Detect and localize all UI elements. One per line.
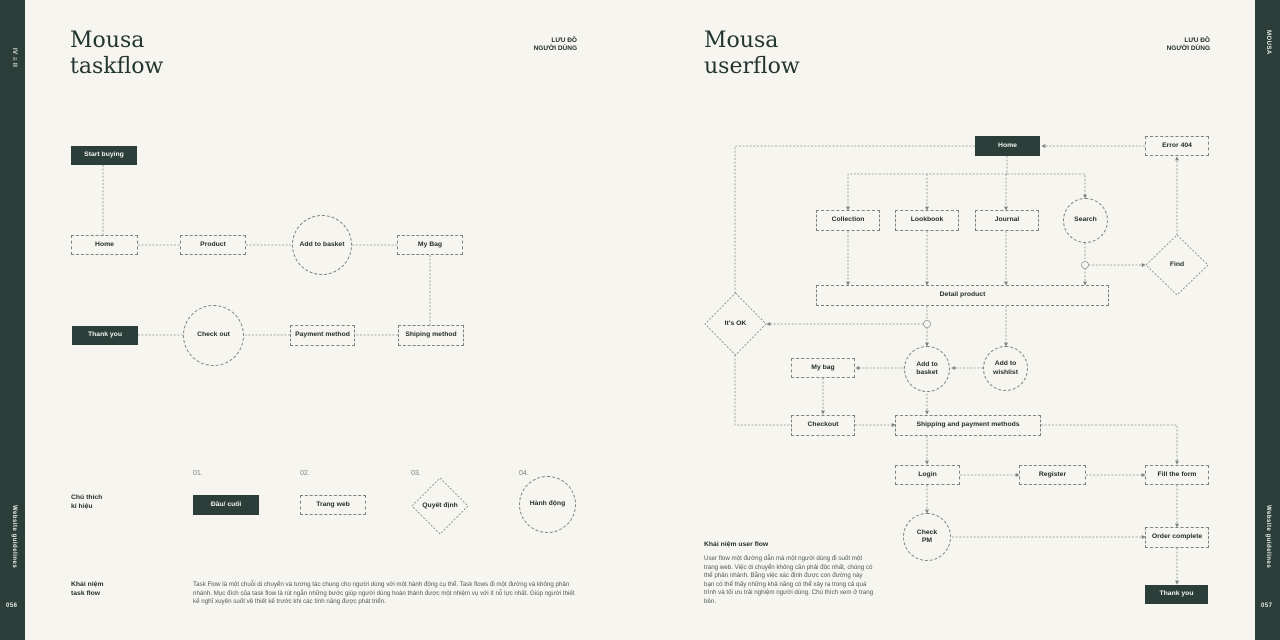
uf-add-wish-line2: wishlist	[993, 368, 1018, 376]
uf-node-error-404: Error 404	[1145, 136, 1209, 156]
node-add-to-basket: Add to basket	[292, 215, 352, 275]
uf-node-shipping-payment: Shipping and payment methods	[895, 415, 1041, 436]
uf-node-checkout: Checkout	[791, 415, 855, 436]
uf-check-pm-line2: PM	[921, 537, 933, 544]
legend-webpage: Trang web	[300, 495, 366, 515]
userflow-kicker	[1133, 37, 1210, 53]
legend-num-1: 01.	[193, 470, 203, 477]
taskflow-concept-line2: task flow	[71, 590, 101, 597]
legend-num-4: 04.	[519, 470, 529, 477]
taskflow-title-line1: Mousa	[70, 28, 145, 53]
uf-node-detail-product: Detail product	[816, 285, 1109, 306]
uf-add-wish-line1: Add to	[994, 360, 1017, 367]
uf-node-register: Register	[1019, 465, 1086, 485]
uf-node-its-ok	[704, 292, 767, 356]
taskflow-concept-text: Task Flow là một chuỗi di chuyển và tương tác chung cho người dùng với một hành động cụ thể. Task flows đi một đường và không phân nhánh. Mục đích của task flow là rút ngắn những bước giúp người dùng hoàn thành được một nhiệm vụ với ít nỗ lực nhất. Giúp người thiết kế nghĩ xuyên suốt về thiết kế trước khi các tính năng được phát triển.	[193, 581, 575, 606]
node-product: Product	[180, 235, 246, 255]
taskflow-concept-heading	[71, 580, 103, 598]
node-start-buying: Start buying	[71, 146, 137, 165]
uf-node-thank-you: Thank you	[1145, 585, 1208, 604]
legend-heading-line1: Chú thích	[71, 494, 103, 501]
uf-node-collection: Collection	[816, 210, 880, 231]
taskflow-title-line2: taskflow	[70, 54, 164, 79]
taskflow-title	[70, 28, 163, 80]
legend-num-3: 03.	[411, 470, 421, 477]
userflow-kicker-line1: LƯU ĐỒ	[1184, 37, 1210, 44]
left-page-number: 056	[6, 603, 18, 609]
legend-num-2: 02.	[300, 470, 310, 477]
legend-heading	[71, 493, 102, 511]
node-payment-method: Payment method	[290, 325, 355, 346]
uf-add-basket-line2: basket	[916, 369, 938, 376]
node-my-bag: My Bag	[397, 235, 463, 255]
userflow-kicker-line2: NGƯỜI DÙNG	[1166, 45, 1210, 52]
left-band-label: Website guidelines	[11, 505, 17, 569]
userflow-title-line1: Mousa	[704, 28, 779, 53]
taskflow-concept-line1: Khái niệm	[71, 581, 104, 588]
legend-decision-label: Quyết định	[422, 501, 458, 509]
right-page-number: 057	[1261, 603, 1273, 609]
right-band-label: Website guidelines	[1265, 505, 1271, 569]
uf-node-journal: Journal	[975, 210, 1039, 231]
uf-node-lookbook: Lookbook	[895, 210, 959, 231]
taskflow-kicker-line1: LƯU ĐỒ	[551, 37, 577, 44]
userflow-concept-text: User flow một đường dẫn mà một người dùng đi suốt một trang web. Việc di chuyển không cần phải độc nhất, chúng có thể phân nhánh. Bằng việc xác định được con đường này bạn có thể thấy những khả năng có thể xảy ra trong cả quá trình và tối ưu trải nghiệm người dùng. Chú thích xem ở trang bên.	[704, 555, 874, 605]
node-thank-you: Thank you	[72, 326, 138, 345]
uf-node-add-to-wishlist	[983, 346, 1028, 391]
taskflow-kicker-line2: NGƯỜI DÙNG	[533, 45, 577, 52]
legend-heading-line2: kí hiệu	[71, 503, 93, 510]
uf-node-search: Search	[1063, 198, 1108, 243]
legend-terminal: Đầu/ cuối	[193, 495, 259, 515]
legend-action: Hành động	[519, 476, 576, 533]
uf-add-basket-line1: Add to	[916, 360, 938, 368]
right-band-brand: MOUSA	[1265, 30, 1271, 55]
userflow-title-line2: userflow	[704, 54, 800, 79]
uf-node-my-bag: My bag	[791, 358, 855, 378]
uf-node-login: Login	[895, 465, 960, 485]
uf-node-order-complete: Order complete	[1145, 527, 1209, 548]
node-home: Home	[71, 235, 138, 255]
left-band-marks: IV ≡ II	[11, 48, 17, 68]
uf-node-home: Home	[975, 136, 1040, 156]
uf-node-find	[1145, 234, 1209, 296]
uf-node-find-label: Find	[1169, 260, 1185, 268]
legend-decision	[411, 477, 469, 535]
userflow-concept-heading: Khái niệm user flow	[704, 541, 769, 548]
uf-node-check-pm	[903, 513, 951, 561]
uf-node-fill-form: Fill the form	[1145, 465, 1209, 485]
node-shipping-method: Shiping method	[398, 325, 464, 346]
uf-node-add-to-basket	[904, 346, 950, 392]
userflow-title	[704, 28, 800, 80]
uf-node-its-ok-label: It's OK	[724, 319, 747, 327]
uf-check-pm-line1: Check	[916, 528, 938, 536]
taskflow-kicker	[500, 37, 577, 53]
node-check-out: Check out	[183, 305, 244, 366]
